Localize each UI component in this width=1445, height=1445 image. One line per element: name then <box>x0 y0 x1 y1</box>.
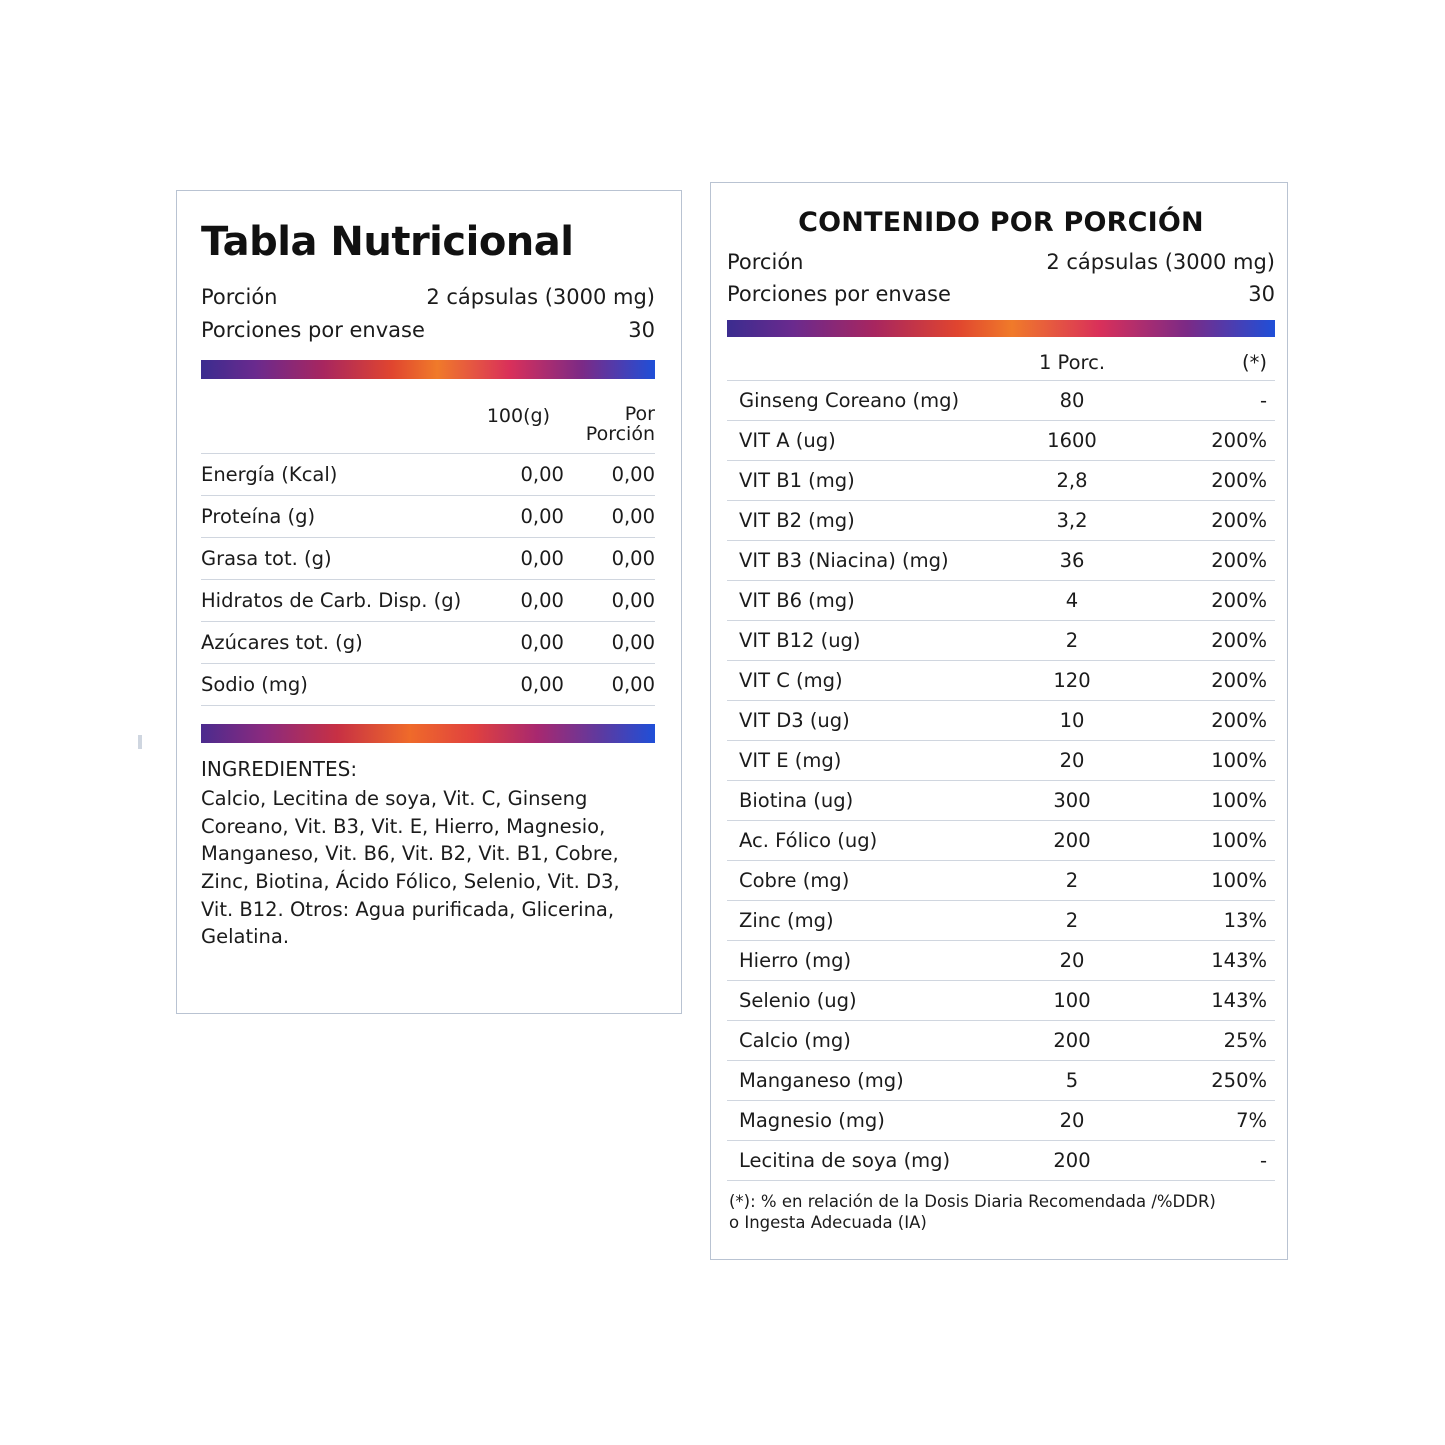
table-row <box>727 541 1275 581</box>
header-percent: (*) <box>1242 351 1267 374</box>
serving-size-value: 2 cápsulas (3000 mg) <box>426 285 655 309</box>
nutrient-amount: 100 <box>997 981 1147 1021</box>
table-row <box>727 781 1275 821</box>
gradient-divider-top <box>201 360 655 379</box>
nutrient-per-portion: 0,00 <box>564 495 655 537</box>
nutrient-percent: 200% <box>1147 661 1275 701</box>
nutrient-per-100g: 0,00 <box>461 495 564 537</box>
nutrient-per-portion: 0,00 <box>564 621 655 663</box>
nutrient-percent: 100% <box>1147 861 1275 901</box>
table-row <box>201 453 655 495</box>
table-row <box>727 661 1275 701</box>
nutrient-percent: 7% <box>1147 1101 1275 1141</box>
gradient-divider-bottom <box>201 724 655 743</box>
servings-per-container-row-right <box>727 282 1275 306</box>
nutrient-percent: 200% <box>1147 421 1275 461</box>
nutrient-per-100g: 0,00 <box>461 663 564 705</box>
nutrient-amount: 200 <box>997 1021 1147 1061</box>
nutrition-table-panel <box>176 190 682 1014</box>
nutrient-amount: 4 <box>997 581 1147 621</box>
nutrient-name: Magnesio (mg) <box>727 1101 997 1141</box>
table-row <box>201 495 655 537</box>
servings-per-container-label-right: Porciones por envase <box>727 282 951 306</box>
table-row <box>727 1061 1275 1101</box>
nutrient-amount: 3,2 <box>997 501 1147 541</box>
table-row <box>727 1141 1275 1181</box>
nutrient-amount: 20 <box>997 1101 1147 1141</box>
serving-size-label-right: Porción <box>727 250 804 274</box>
table-row <box>727 461 1275 501</box>
nutrient-name: Lecitina de soya (mg) <box>727 1141 997 1181</box>
table-row <box>201 579 655 621</box>
nutrient-per-100g: 0,00 <box>461 537 564 579</box>
table-row <box>201 537 655 579</box>
table-row <box>727 501 1275 541</box>
nutrient-per-100g: 0,00 <box>461 621 564 663</box>
nutrient-percent: - <box>1147 381 1275 421</box>
nutrient-name: Cobre (mg) <box>727 861 997 901</box>
table-row <box>727 861 1275 901</box>
nutrient-amount: 2 <box>997 621 1147 661</box>
nutrient-percent: 13% <box>1147 901 1275 941</box>
nutrient-name: VIT D3 (ug) <box>727 701 997 741</box>
column-header-per-portion-line2: Porción <box>585 422 655 445</box>
footnote-line2: o Ingesta Adecuada (IA) <box>729 1213 927 1233</box>
nutrient-percent: - <box>1147 1141 1275 1181</box>
column-header-per-portion <box>550 405 655 445</box>
nutrient-name: Selenio (ug) <box>727 981 997 1021</box>
nutrition-column-headers <box>201 405 655 445</box>
nutrient-amount: 2 <box>997 861 1147 901</box>
nutrient-per-portion: 0,00 <box>564 663 655 705</box>
nutrient-name: Ac. Fólico (ug) <box>727 821 997 861</box>
table-row <box>727 381 1275 421</box>
nutrient-percent: 100% <box>1147 781 1275 821</box>
nutrient-amount: 36 <box>997 541 1147 581</box>
nutrient-name: VIT A (ug) <box>727 421 997 461</box>
header-per-portion: 1 Porc. <box>1038 351 1106 374</box>
footnote-line1: (*): % en relación de la Dosis Diaria Recomendada /%DDR) <box>729 1192 1216 1211</box>
table-row <box>727 741 1275 781</box>
nutrient-amount: 200 <box>997 821 1147 861</box>
serving-size-value-right: 2 cápsulas (3000 mg) <box>1046 250 1275 274</box>
page-title: Tabla Nutricional <box>201 219 574 265</box>
nutrient-name: Hierro (mg) <box>727 941 997 981</box>
nutrient-percent: 143% <box>1147 941 1275 981</box>
nutrient-name: VIT B12 (ug) <box>727 621 997 661</box>
table-header-row <box>727 337 1275 381</box>
nutrient-amount: 2 <box>997 901 1147 941</box>
table-row <box>201 621 655 663</box>
gradient-divider-right <box>727 320 1275 337</box>
nutrient-percent: 25% <box>1147 1021 1275 1061</box>
content-per-serving-title: CONTENIDO POR PORCIÓN <box>798 207 1204 238</box>
nutrient-amount: 20 <box>997 941 1147 981</box>
nutrient-name: Sodio (mg) <box>201 663 461 705</box>
nutrient-percent: 250% <box>1147 1061 1275 1101</box>
serving-size-label: Porción <box>201 285 278 309</box>
ingredients-text: Calcio, Lecitina de soya, Vit. C, Ginseng Coreano, Vit. B3, Vit. E, Hierro, Magnesio, Manganeso, Vit. B6, Vit. B2, Vit. B1, Cobre, Zinc, Biotina, Ácido Fólico, Selenio, Vit. D3, Vit. B12. Otros: Agua purificada, Glicerina, Gelatina. <box>201 786 620 949</box>
ingredients-title: INGREDIENTES: <box>201 756 358 781</box>
nutrient-name: VIT E (mg) <box>727 741 997 781</box>
nutrient-amount: 20 <box>997 741 1147 781</box>
nutrient-amount: 300 <box>997 781 1147 821</box>
nutrient-percent: 200% <box>1147 461 1275 501</box>
nutrient-percent: 200% <box>1147 701 1275 741</box>
nutrient-percent: 100% <box>1147 741 1275 781</box>
table-row <box>727 941 1275 981</box>
nutrition-facts-table <box>201 453 655 706</box>
nutrient-name: Calcio (mg) <box>727 1021 997 1061</box>
nutrient-amount: 10 <box>997 701 1147 741</box>
nutrient-name: VIT B1 (mg) <box>727 461 997 501</box>
nutrient-name: VIT B6 (mg) <box>727 581 997 621</box>
nutrient-name: Hidratos de Carb. Disp. (g) <box>201 579 461 621</box>
nutrient-amount: 5 <box>997 1061 1147 1101</box>
servings-per-container-label: Porciones por envase <box>201 318 425 342</box>
column-header-100g: 100(g) <box>486 405 550 427</box>
servings-per-container-row <box>201 318 655 342</box>
table-row <box>727 821 1275 861</box>
nutrient-amount: 2,8 <box>997 461 1147 501</box>
serving-size-row-right <box>727 250 1275 274</box>
nutrient-percent: 200% <box>1147 621 1275 661</box>
nutrient-percent: 143% <box>1147 981 1275 1021</box>
nutrient-percent: 200% <box>1147 501 1275 541</box>
nutrient-amount: 120 <box>997 661 1147 701</box>
nutrient-name: Proteína (g) <box>201 495 461 537</box>
nutrient-percent: 200% <box>1147 541 1275 581</box>
content-per-serving-panel <box>710 182 1288 1260</box>
nutrient-name: Grasa tot. (g) <box>201 537 461 579</box>
table-row <box>727 701 1275 741</box>
nutrient-percent: 100% <box>1147 821 1275 861</box>
nutrient-per-portion: 0,00 <box>564 453 655 495</box>
nutrient-per-100g: 0,00 <box>461 579 564 621</box>
nutrient-name: Energía (Kcal) <box>201 453 461 495</box>
nutrient-amount: 1600 <box>997 421 1147 461</box>
nutrient-name: VIT B3 (Niacina) (mg) <box>727 541 997 581</box>
header-blank <box>727 337 997 381</box>
table-row <box>727 1021 1275 1061</box>
nutrient-name: Zinc (mg) <box>727 901 997 941</box>
nutrient-name: Ginseng Coreano (mg) <box>727 381 997 421</box>
table-row <box>727 981 1275 1021</box>
servings-per-container-value: 30 <box>628 318 655 342</box>
nutrient-name: Manganeso (mg) <box>727 1061 997 1101</box>
nutrient-per-portion: 0,00 <box>564 537 655 579</box>
nutrient-per-100g: 0,00 <box>461 453 564 495</box>
servings-per-container-value-right: 30 <box>1248 282 1275 306</box>
nutrient-name: VIT B2 (mg) <box>727 501 997 541</box>
micronutrient-table <box>727 337 1275 1181</box>
table-row <box>727 421 1275 461</box>
nutrient-name: Azúcares tot. (g) <box>201 621 461 663</box>
table-row <box>727 901 1275 941</box>
decorative-tick <box>138 735 142 749</box>
table-row <box>727 621 1275 661</box>
nutrient-name: VIT C (mg) <box>727 661 997 701</box>
table-row <box>201 663 655 705</box>
serving-size-row <box>201 285 655 309</box>
table-row <box>727 1101 1275 1141</box>
nutrient-name: Biotina (ug) <box>727 781 997 821</box>
nutrient-amount: 80 <box>997 381 1147 421</box>
nutrient-per-portion: 0,00 <box>564 579 655 621</box>
nutrient-percent: 200% <box>1147 581 1275 621</box>
column-header-per-portion-line1: Por <box>624 403 655 425</box>
footnote <box>729 1191 1271 1234</box>
nutrient-amount: 200 <box>997 1141 1147 1181</box>
table-row <box>727 581 1275 621</box>
